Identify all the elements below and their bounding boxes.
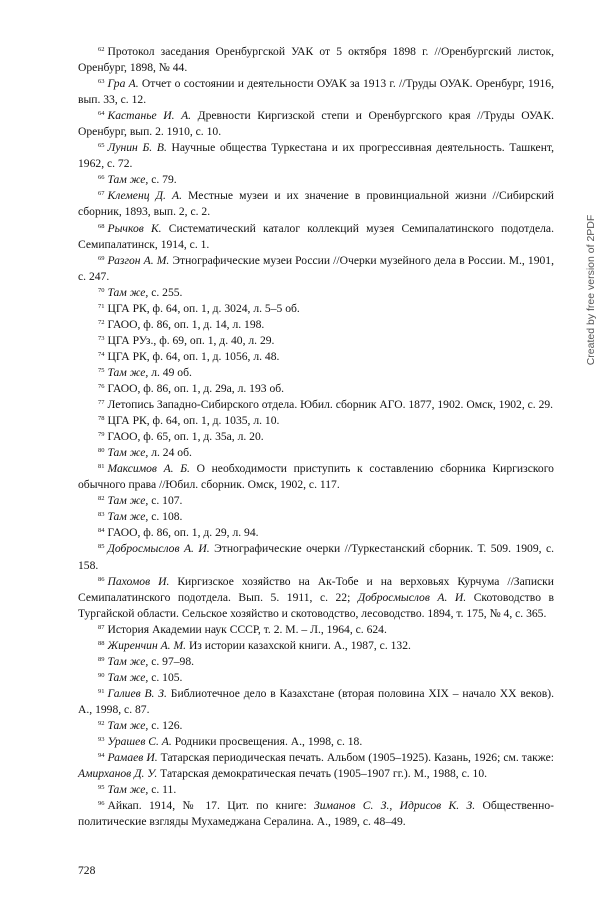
footnote-83 [78, 509, 554, 525]
footnote-text: Татарская периодическая печать. Альбом (1905–1925). Казань, 1926; см. также: [160, 751, 554, 765]
footnote-93 [78, 734, 554, 750]
footnote-number: 84 [98, 527, 105, 535]
footnotes-list [78, 44, 554, 830]
footnote-author: Там же, [107, 718, 149, 732]
footnote-author: Клеменц Д. А. [107, 189, 182, 203]
footnote-text: ГАОО, ф. 86, оп. 1, д. 29, л. 94. [107, 526, 259, 540]
footnote-author: Амирханов Д. У. [78, 767, 158, 781]
footnote-number: 62 [98, 46, 105, 53]
footnote-text: ГАОО, ф. 65, оп. 1, д. 35а, л. 20. [107, 430, 264, 444]
footnote-author: Добросмыслов А. И. [357, 590, 467, 604]
footnote-author: Добросмыслов А. И. [107, 542, 210, 556]
footnote-number: 89 [98, 655, 105, 663]
footnote-number: 94 [98, 752, 105, 760]
footnote-author: Там же, [107, 365, 149, 379]
footnote-author: Пахомов И. [107, 574, 170, 588]
page-number: 728 [78, 864, 96, 877]
footnote-number: 73 [98, 334, 105, 342]
footnote-76 [78, 381, 554, 397]
footnote-number: 64 [98, 110, 105, 118]
footnote-number: 76 [98, 382, 105, 390]
footnote-77 [78, 397, 554, 413]
footnote-75 [78, 365, 554, 381]
footnote-63 [78, 76, 554, 108]
footnote-text: Библиотечное дело в Казахстане (вторая половина XIX – начало XX веков). А., 1998, с. 87. [78, 686, 554, 716]
footnote-82 [78, 493, 554, 509]
footnote-text: Местные музеи и их значение в провинциальной жизни //Сибирский сборник, 1893, вып. 2, с. 2. [78, 189, 554, 219]
footnote-number: 67 [98, 190, 105, 198]
footnote-90 [78, 670, 554, 686]
footnote-number: 75 [98, 366, 105, 374]
footnote-text: с. 108. [151, 510, 183, 524]
footnote-number: 81 [98, 463, 105, 471]
footnote-87 [78, 622, 554, 638]
footnote-text: Родники просвещения. А., 1998, с. 18. [174, 735, 363, 749]
footnote-author: Там же, [107, 670, 149, 684]
footnote-text: Отчет о состоянии и деятельности ОУАК за 1913 г. //Труды ОУАК. Оренбург, 1916, вып. 33, с. 12. [78, 77, 554, 107]
footnote-text: ГАОО, ф. 86, оп. 1, д. 14, л. 198. [107, 317, 265, 331]
footnote-88 [78, 638, 554, 654]
footnote-author: Зиманов С. З., Идрисов К. З. [314, 799, 476, 813]
footnote-number: 70 [98, 286, 105, 294]
footnote-92 [78, 718, 554, 734]
footnote-68 [78, 221, 554, 253]
footnote-number: 72 [98, 318, 105, 326]
footnote-author: Рамаев И. [107, 751, 158, 765]
footnote-number: 68 [98, 222, 105, 230]
footnote-number: 63 [98, 78, 105, 86]
footnote-text: Научные общества Туркестана и их прогрессивная деятельность. Ташкент, 1962, с. 72. [78, 141, 555, 171]
footnote-71 [78, 301, 554, 317]
footnote-author: Максимов А. Б. [107, 462, 190, 476]
footnote-text: ЦГА РК, ф. 64, оп. 1, д. 1056, л. 48. [107, 349, 280, 363]
footnote-author: Там же, [107, 173, 149, 187]
footnote-text: с. 97–98. [151, 654, 195, 668]
footnote-text: Скотоводство в Тургайской области. Сельское хозяйство и скотоводство, лесоводство. 1894, т. 175, № 4, с. 365. [78, 590, 554, 620]
footnote-number: 78 [98, 415, 105, 423]
footnote-text: Систематический каталог коллекций музея Семипалатинского подотдела. Семипалатинск, 1914, с. 1. [78, 221, 554, 251]
footnote-86 [78, 574, 554, 622]
footnote-78 [78, 413, 554, 429]
footnote-94 [78, 750, 554, 782]
footnote-text: ЦГА РК, ф. 64, оп. 1, д. 1035, л. 10. [107, 414, 280, 428]
footnote-number: 90 [98, 671, 105, 679]
footnote-number: 77 [98, 399, 105, 407]
footnote-text: ЦГА РК, ф. 64, оп. 1, д. 3024, л. 5–5 об. [107, 301, 300, 315]
footnote-number: 92 [98, 719, 105, 727]
footnote-74 [78, 349, 554, 365]
footnote-text: с. 255. [151, 285, 183, 299]
footnote-67 [78, 188, 554, 220]
footnote-text: Из истории казахской книги. А., 1987, с. 132. [188, 638, 411, 652]
footnote-text: Летопись Западно-Сибирского отдела. Юбил. сборник АГО. 1877, 1902. Омск, 1902, с. 29. [107, 398, 554, 412]
footnote-number: 85 [98, 543, 105, 551]
footnote-number: 88 [98, 639, 105, 647]
footnote-96 [78, 798, 554, 830]
footnote-80 [78, 445, 554, 461]
footnote-64 [78, 108, 554, 140]
footnote-62 [78, 44, 554, 76]
footnote-number: 80 [98, 447, 105, 455]
footnote-author: Рычков К. [107, 221, 162, 235]
footnote-text: с. 79. [151, 173, 177, 187]
footnote-author: Там же, [107, 654, 149, 668]
footnote-text: с. 126. [151, 718, 183, 732]
footnote-author: Лунин Б. В. [107, 141, 167, 155]
footnote-text: с. 107. [151, 494, 183, 508]
footnote-number: 83 [98, 511, 105, 519]
footnote-text: Татарская демократическая печать (1905–1907 гг.). М., 1988, с. 10. [160, 767, 488, 781]
footnote-author: Там же, [107, 783, 149, 797]
footnote-text: Айкап. 1914, № 17. Цит. по книге: [107, 799, 307, 813]
footnote-text: ГАОО, ф. 86, оп. 1, д. 29а, л. 193 об. [107, 381, 285, 395]
footnote-text: Древности Киргизской степи и Оренбургского края //Труды ОУАК. Оренбург, вып. 2. 1910, с. 10. [78, 109, 554, 139]
footnote-number: 82 [98, 495, 105, 503]
footnote-number: 91 [98, 687, 105, 695]
footnote-author: Кастанье И. А. [107, 109, 192, 123]
watermark [584, 210, 598, 370]
footnote-number: 93 [98, 736, 105, 744]
footnote-81 [78, 461, 554, 493]
footnote-95 [78, 782, 554, 798]
footnote-author: Там же, [107, 446, 149, 460]
footnote-84 [78, 525, 554, 541]
footnote-number: 96 [98, 800, 105, 808]
footnote-text: О необходимости приступить к составлению сборника Киргизского обычного права //Юбил. сборник. Омск, 1902, с. 117. [78, 462, 554, 492]
footnote-author: Галиев В. З. [107, 686, 167, 700]
footnote-number: 86 [98, 575, 105, 583]
watermark-text: Created by free version of 2PDF [585, 214, 597, 366]
footnote-number: 87 [98, 623, 105, 631]
footnote-text: л. 49 об. [151, 365, 192, 379]
footnote-author: Урашев С. А. [107, 735, 172, 749]
footnote-73 [78, 333, 554, 349]
footnote-66 [78, 172, 554, 188]
footnote-text: с. 105. [151, 670, 183, 684]
footnote-author: Там же, [107, 494, 149, 508]
footnote-text: Этнографические очерки //Туркестанский сборник. Т. 509. 1909, с. 158. [78, 542, 555, 572]
footnote-number: 74 [98, 350, 105, 358]
footnote-text: с. 11. [151, 783, 177, 797]
footnote-text: Общественно-политические взгляды Мухамеджана Сералина. А., 1989, с. 48–49. [78, 799, 554, 829]
footnote-number: 66 [98, 174, 105, 182]
footnote-author: Там же, [107, 285, 149, 299]
footnote-70 [78, 285, 554, 301]
footnote-text: Этнографические музеи России //Очерки музейного дела в России. М., 1901, с. 247. [78, 253, 554, 283]
footnote-author: Гра А. [107, 77, 139, 91]
footnote-author: Разгон А. М. [107, 253, 170, 267]
footnote-79 [78, 429, 554, 445]
footnote-text: ЦГА РУз., ф. 69, оп. 1, д. 40, л. 29. [107, 333, 275, 347]
footnote-number: 71 [98, 302, 105, 310]
footnote-author: Там же, [107, 510, 149, 524]
footnote-number: 65 [98, 142, 105, 150]
footnote-text: л. 24 об. [151, 446, 192, 460]
footnote-89 [78, 654, 554, 670]
footnote-69 [78, 253, 554, 285]
footnote-number: 69 [98, 254, 105, 262]
footnote-author: Жиренчин А. М. [107, 638, 187, 652]
footnote-text: История Академии наук СССР, т. 2. М. – Л., 1964, с. 624. [107, 622, 387, 636]
footnote-text: Протокол заседания Оренбургской УАК от 5 октября 1898 г. //Оренбургский листок, Оренбург, 1898, № 44. [78, 45, 554, 75]
footnote-72 [78, 317, 554, 333]
footnote-number: 79 [98, 431, 105, 439]
footnote-number: 95 [98, 784, 105, 792]
footnote-85 [78, 541, 554, 573]
footnote-91 [78, 686, 554, 718]
footnote-65 [78, 140, 554, 172]
footnote-text: Киргизское хозяйство на Ак-Тобе и на верховьях Курчума //Записки Семипалатинского подотдела. Вып. 5. 1911, с. 22; [78, 574, 555, 604]
